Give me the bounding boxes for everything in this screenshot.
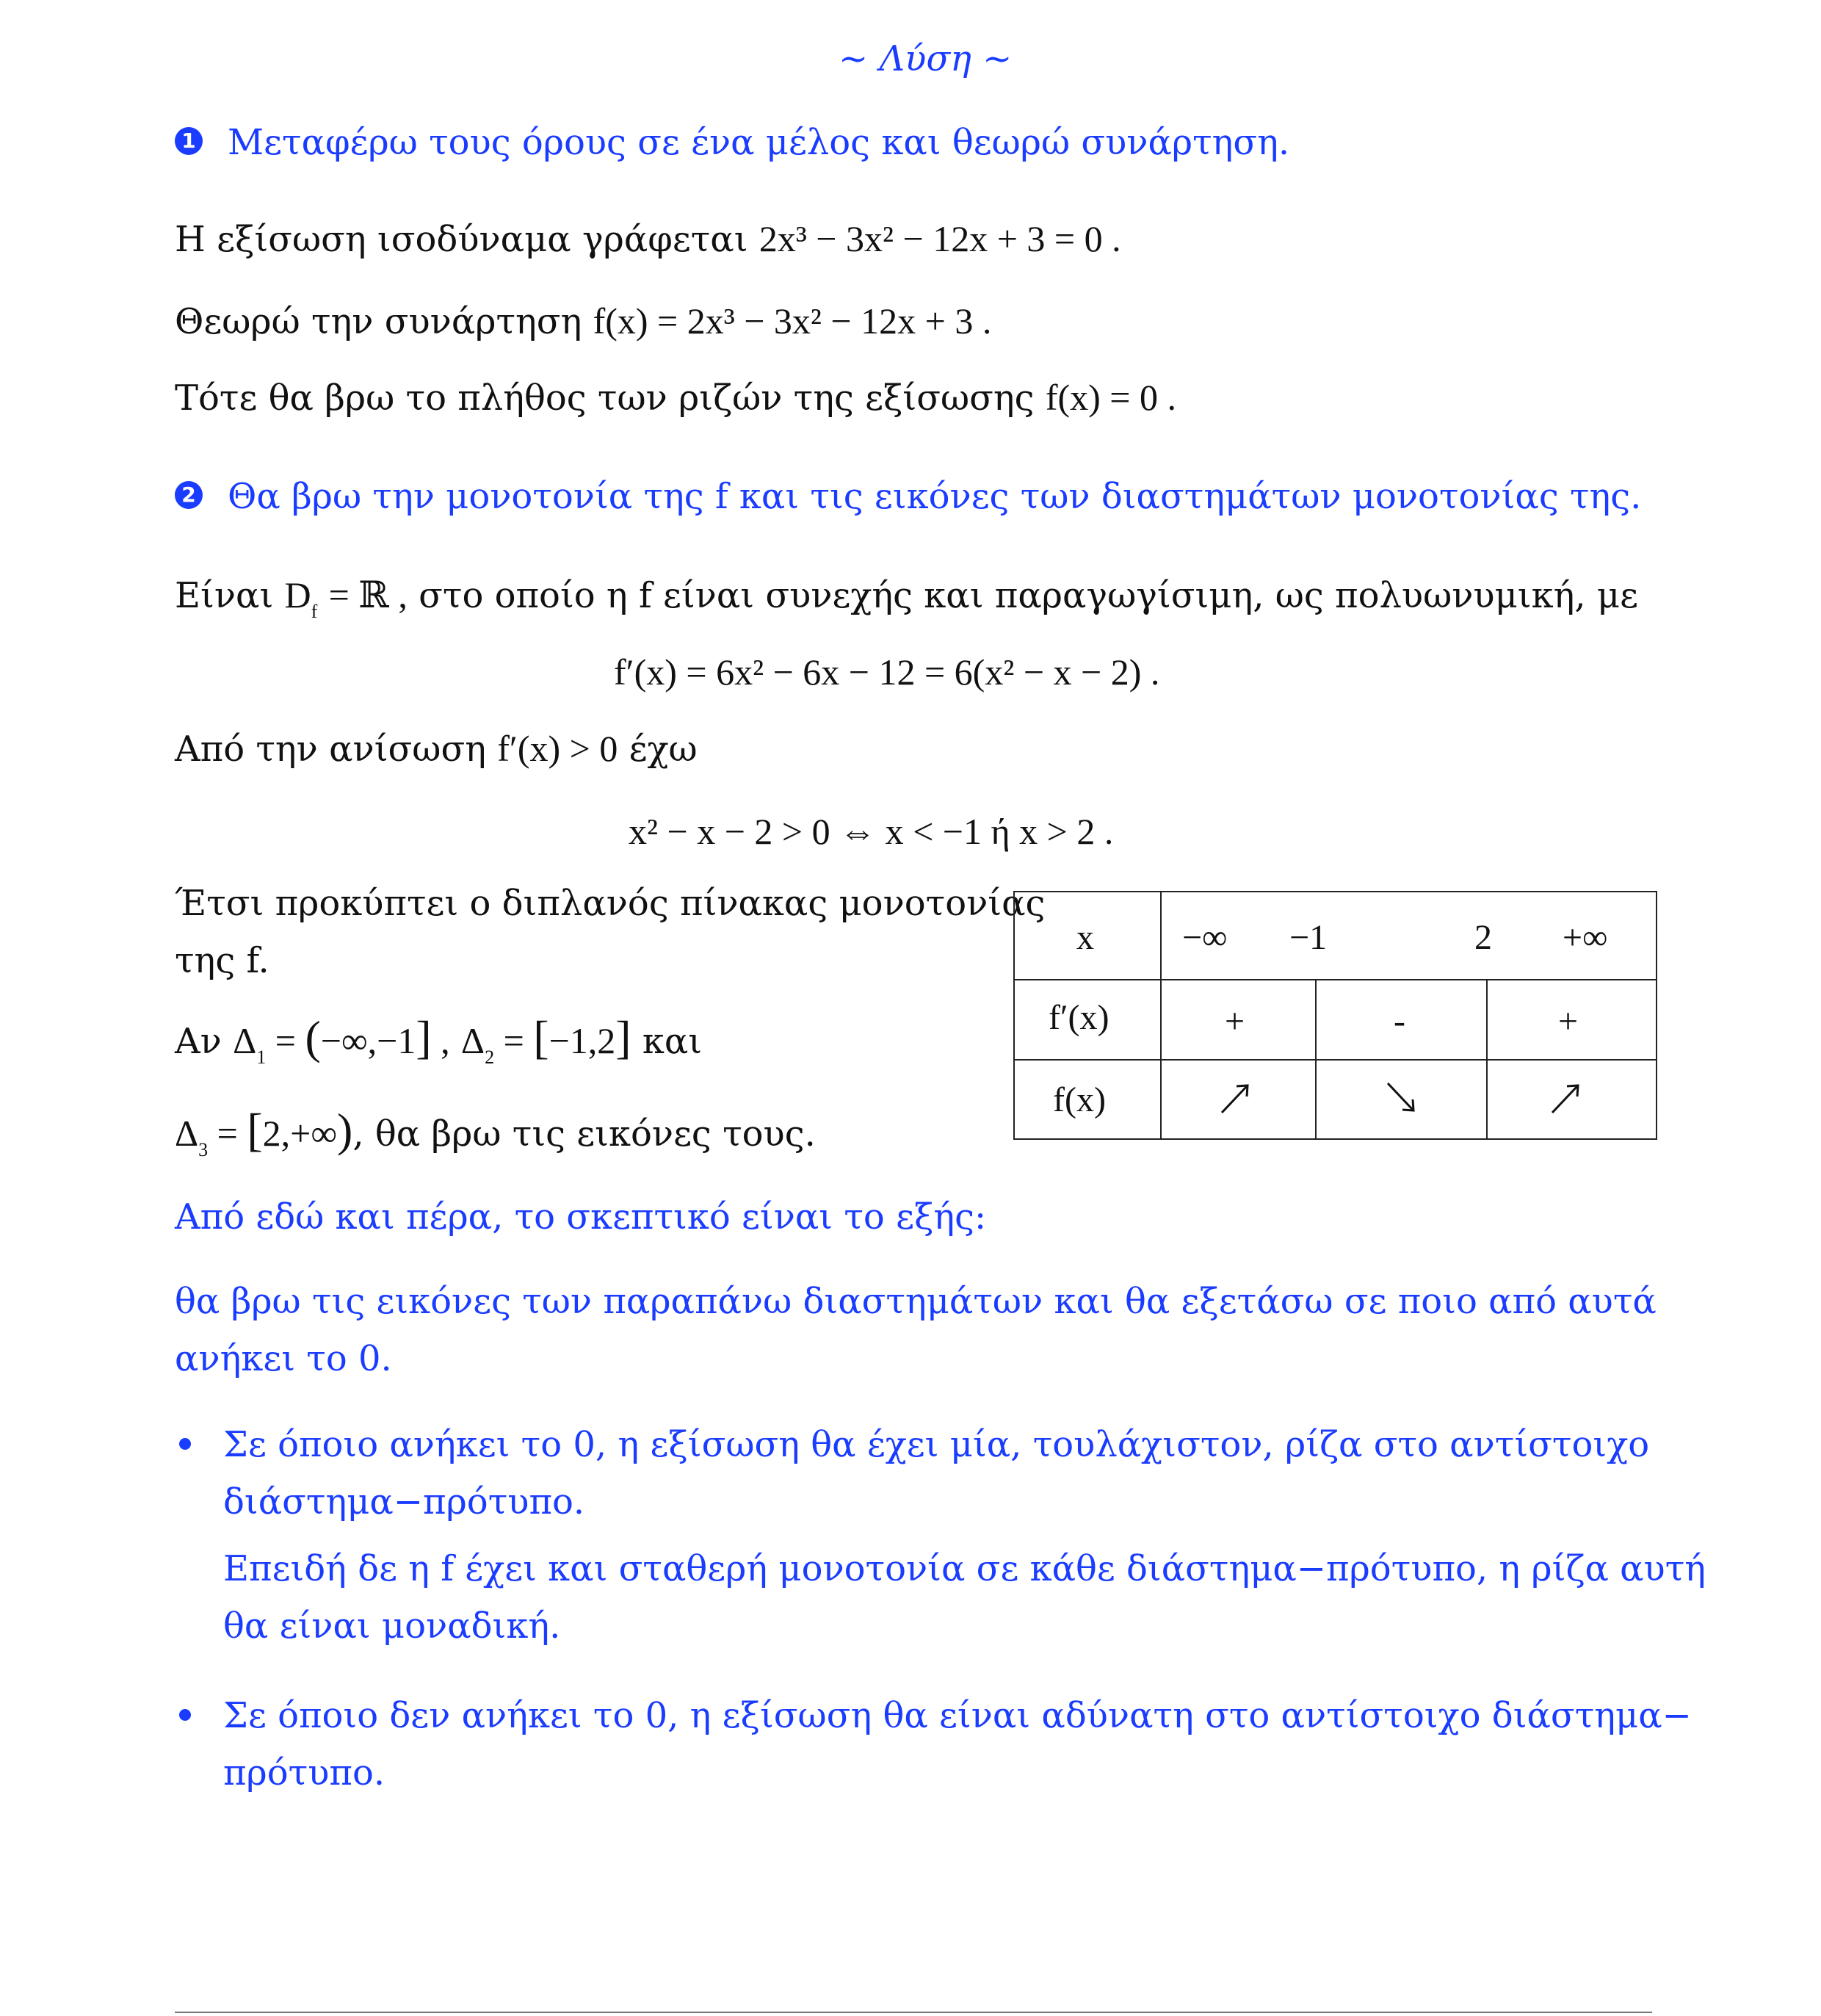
interval-3-line — [175, 1104, 816, 1160]
roots-line — [175, 377, 1176, 419]
roots-math: f(x) = 0 . — [1045, 377, 1176, 418]
table-header-two: 2 — [1474, 918, 1492, 957]
inequality-math: f′(x) > 0 — [497, 728, 618, 769]
arrow-up-icon — [1217, 1079, 1254, 1117]
intervals-line — [175, 1011, 703, 1068]
function-line — [175, 300, 992, 342]
table-header-plus-inf: +∞ — [1563, 918, 1608, 957]
table-row-derivative-label: f′(x) — [1049, 998, 1109, 1037]
table-header-x: x — [1076, 918, 1094, 957]
domain-line — [175, 574, 1638, 622]
monotonicity-table — [1013, 891, 1657, 1140]
interval-1: $\Delta_1 = (-\infty,-1]$ , — [233, 1011, 450, 1068]
footer-divider — [175, 2012, 1652, 2013]
domain-math: = ℝ , — [328, 574, 408, 615]
table-divider — [1015, 1059, 1656, 1061]
table-divider — [1315, 979, 1317, 1140]
step-2-text: Θα βρω την μονοτονία της f και τις εικόνες των διαστημάτων μονοτονίας της. — [228, 476, 1642, 517]
bullet-2-line-1: Σε όποιο δεν ανήκει το 0, η εξίσωση θα είναι αδύνατη στο αντίστοιχο διάστημα− — [223, 1695, 1692, 1736]
domain-prefix: Είναι — [175, 575, 274, 616]
function-math: f(x) = 2x³ − 3x² − 12x + 3 . — [593, 300, 992, 342]
table-header-minus-inf: −∞ — [1182, 918, 1228, 957]
bullet-1-line-1: Σε όποιο ανήκει το 0, η εξίσωση θα έχει μία, τουλάχιστον, ρίζα στο αντίστοιχο — [223, 1424, 1650, 1465]
inequality-intro — [175, 728, 698, 770]
step-2-heading — [175, 476, 1642, 517]
reasoning-line-1: θα βρω τις εικόνες των παραπάνω διαστημάτων και θα εξετάσω σε ποιο από αυτά — [175, 1281, 1657, 1322]
reasoning-line-2: ανήκει το 0. — [175, 1338, 392, 1379]
bullet-2-line-2: πρότυπο. — [223, 1752, 385, 1793]
reasoning-intro: Από εδώ και πέρα, το σκεπτικό είναι το εξής: — [175, 1196, 987, 1238]
roots-text: Τότε θα βρω το πλήθος των ριζών της εξίσωσης — [175, 377, 1035, 419]
sign-cell: + — [1558, 1002, 1579, 1041]
step-number-icon: 2 — [175, 481, 203, 509]
inequality-solution: x² − x − 2 > 0 ⇔ x < −1 ή x > 2 . — [629, 811, 1114, 852]
domain-rest: στο οποίο η f είναι συνεχής και παραγωγίσιμη, ως πολυωνυμική, με — [419, 575, 1638, 616]
intervals-prefix: Αν — [175, 1021, 222, 1062]
equation-math: 2x³ − 3x² − 12x + 3 = 0 . — [759, 218, 1121, 259]
sign-cell: + — [1225, 1002, 1245, 1041]
interval-3-rest: , θα βρω τις εικόνες τους. — [352, 1113, 816, 1155]
arrow-up-icon — [1548, 1079, 1585, 1117]
step-1-text: Μεταφέρω τους όρους σε ένα μέλος και θεωρώ συνάρτηση. — [228, 122, 1290, 163]
table-header-minus-one: −1 — [1289, 918, 1328, 957]
table-row-function-label: f(x) — [1053, 1080, 1106, 1119]
table-divider — [1160, 892, 1162, 1138]
table-divider — [1486, 979, 1488, 1140]
domain-symbol: $D_f$ — [284, 574, 318, 622]
bullet-1-line-4: θα είναι μοναδική. — [223, 1605, 561, 1647]
table-intro-line-1: Έτσι προκύπτει ο διπλανός πίνακας μονοτονίας — [175, 883, 1046, 924]
arrow-down-icon — [1383, 1079, 1420, 1117]
interval-3: $\Delta_3 = [2,+\infty)$ — [175, 1104, 353, 1160]
table-divider — [1015, 979, 1656, 980]
function-text: Θεωρώ την συνάρτηση — [175, 301, 582, 342]
bullet-dot-icon — [179, 1438, 191, 1450]
intervals-and: και — [642, 1021, 703, 1062]
step-1-heading — [175, 122, 1290, 163]
interval-2: $\Delta_2 = [-1,2]$ — [460, 1011, 631, 1068]
derivative-formula: f′(x) = 6x² − 6x − 12 = 6(x² − x − 2) . — [614, 651, 1160, 693]
bullet-1-line-3: Επειδή δε η f έχει και σταθερή μονοτονία σε κάθε διάστημα−πρότυπο, η ρίζα αυτή — [223, 1548, 1706, 1589]
sign-cell: - — [1394, 1002, 1405, 1041]
bullet-1-line-2: διάστημα−πρότυπο. — [223, 1481, 585, 1522]
equation-line — [175, 218, 1121, 260]
solution-title: ~ Λύση ~ — [839, 38, 1013, 79]
table-intro-line-2: της f. — [175, 940, 269, 981]
inequality-rest: έχω — [629, 729, 698, 770]
inequality-text: Από την ανίσωση — [175, 729, 486, 770]
equation-text: Η εξίσωση ισοδύναμα γράφεται — [175, 219, 748, 260]
bullet-dot-icon — [179, 1709, 191, 1721]
step-number-icon: 1 — [175, 127, 203, 155]
